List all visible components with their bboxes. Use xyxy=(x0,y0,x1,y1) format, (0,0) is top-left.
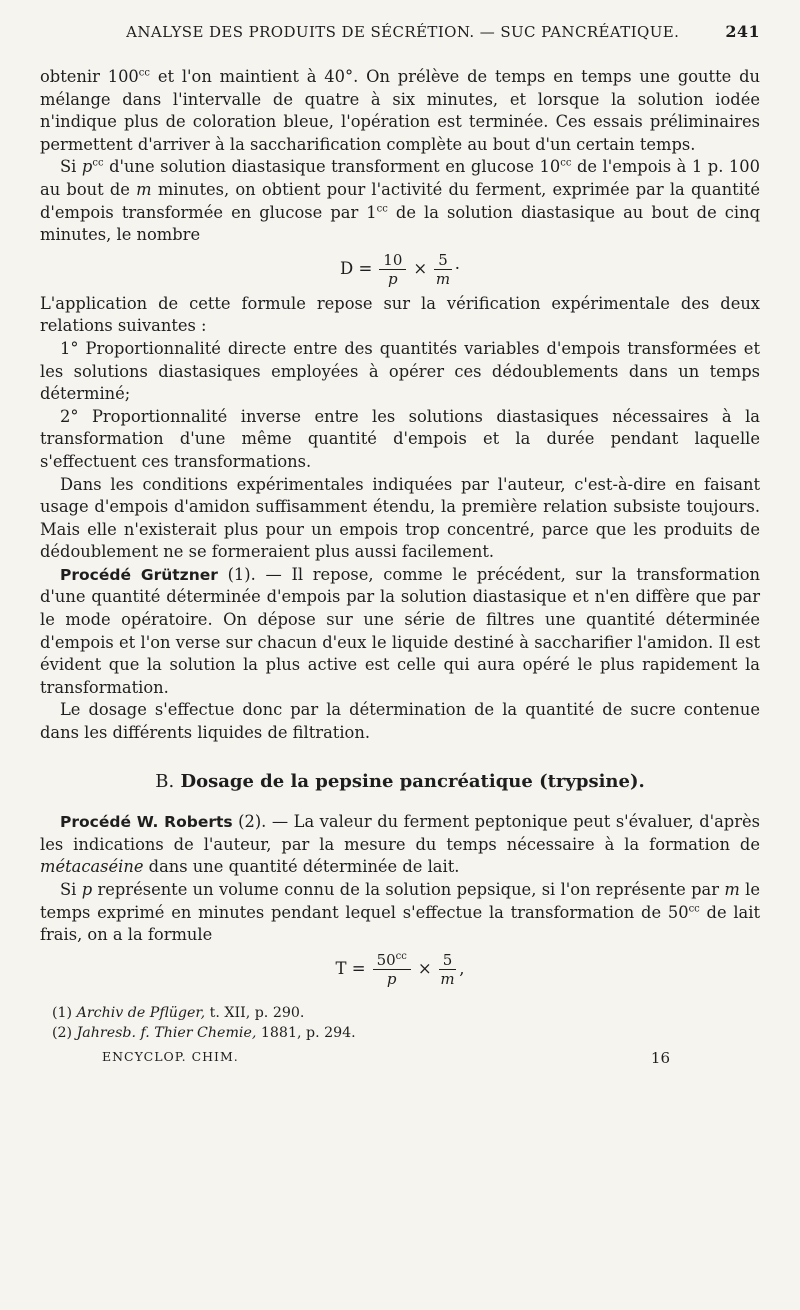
paragraph-1: obtenir $100^{cc}$ et l'on maintient à 40°. On prélève de temps en temps une goutte du mélange dans l'intervalle de quatre à six minutes, et lorsque la solution iodée n'indique plus de coloration bleue, l'opération est terminée. Ces essais préliminaires permettent d'arriver à la saccharification complète au bout d'un certain temps. xyxy=(40,67,761,154)
fraction-10-over-p: $\frac{10}{p}$ xyxy=(379,251,406,288)
paragraph-8: Le dosage s'effectue donc par la détermination de la quantité de sucre contenue dans les différents liquides de filtration. xyxy=(40,700,760,743)
formula-d: D = $\frac{10}{p}$ × $\frac{5}{m}$ · xyxy=(339,251,461,289)
signature-mark: 16 xyxy=(650,1048,670,1067)
formula-t: T = $\frac{50^{cc}}{p}$ × $\frac{5}{m}$ , xyxy=(335,951,465,989)
section-heading: B. Dosage de la pepsine pancréatique (trypsine). xyxy=(155,770,645,792)
paragraph-10: Si p représente un volume connu de la solution pepsique, si l'on représente par m le temps exprimé en minutes pendant lequel s'effectue la transformation de $50^{cc}$ de lait frais, on a la formule xyxy=(40,880,761,945)
footnotes xyxy=(40,1003,760,1043)
paragraph-4: 1° Proportionnalité directe entre des quantités variables d'empois transformées et les solutions diastasiques employées à opérer ces dédoublements dans un temps déterminé; xyxy=(40,338,760,404)
procedure-roberts-heading: Procédé W. Roberts xyxy=(60,813,233,832)
footer-imprint: ENCYCLOP. CHIM. xyxy=(102,1048,239,1064)
paragraph-5: 2° Proportionnalité inverse entre les solutions diastasiques nécessaires à la transformation d'une même quantité d'empois et la durée pendant laquelle s'effectuent ces transformations. xyxy=(40,406,760,471)
paragraph-2: Si $p^{cc}$ d'une solution diastasique transforment en glucose $10^{cc}$ de l'empois à 1 p. 100 au bout de m minutes, on obtient pour l'activité du ferment, exprimée par la quantité d'empois transformée en glucose par $1^{cc}$ de la solution diastasique au bout de cinq minutes, le nombre xyxy=(40,157,761,245)
fraction-5-over-m: $\frac{5}{m}$ xyxy=(435,251,451,289)
procedure-grutzner-heading: Procédé Grützner xyxy=(60,565,218,584)
footnote-2: (2) Jahresb. f. Thier Chemie, 1881, p. 294. xyxy=(52,1024,356,1041)
body-text xyxy=(40,66,760,993)
paragraph-6: Dans les conditions expérimentales indiquées par l'auteur, c'est-à-dire en faisant usage d'empois d'amidon suffisamment étendu, la première relation subsiste toujours. Mais elle n'existerait plus pour un empois trop concentré, parce que les produits de dédoublement ne se formeraient plus aussi facilement. xyxy=(40,474,760,562)
header-title: ANALYSE DES PRODUITS DE SÉCRÉTION. — SUC PANCRÉATIQUE. xyxy=(126,23,680,41)
footnote-1: (1) Archiv de Pflüger, t. XII, p. 290. xyxy=(52,1004,305,1021)
page-footer xyxy=(40,1049,760,1067)
fraction-5-over-m-2: $\frac{5}{m}$ xyxy=(440,951,455,989)
page-number: 241 xyxy=(725,22,760,41)
paragraph-7: Procédé Grützner (1). — Il repose, comme le précédent, sur la transformation d'une quantité déterminée d'empois par la solution diastasique et n'en diffère que par le mode opératoire. On dépose sur une série de filtres une quantité déterminée d'empois et l'on verse sur chacun d'eux le liquide destiné à saccharifier l'amidon. Il est évident que la solution la plus active est celle qui aura opéré le plus rapidement la transformation. xyxy=(40,564,760,697)
paragraph-3: L'application de cette formule repose sur la vérification expérimentale des deux relations suivantes : xyxy=(40,293,760,336)
document-page xyxy=(40,22,760,1067)
running-header xyxy=(40,22,760,52)
paragraph-9: Procédé W. Roberts (2). — La valeur du ferment peptonique peut s'évaluer, d'après les indications de l'auteur, par la mesure du temps nécessaire à la formation de métacaséine dans une quantité déterminée de lait. xyxy=(40,812,760,877)
fraction-50cc-over-p: $\frac{50^{cc}}{p}$ xyxy=(373,951,411,988)
